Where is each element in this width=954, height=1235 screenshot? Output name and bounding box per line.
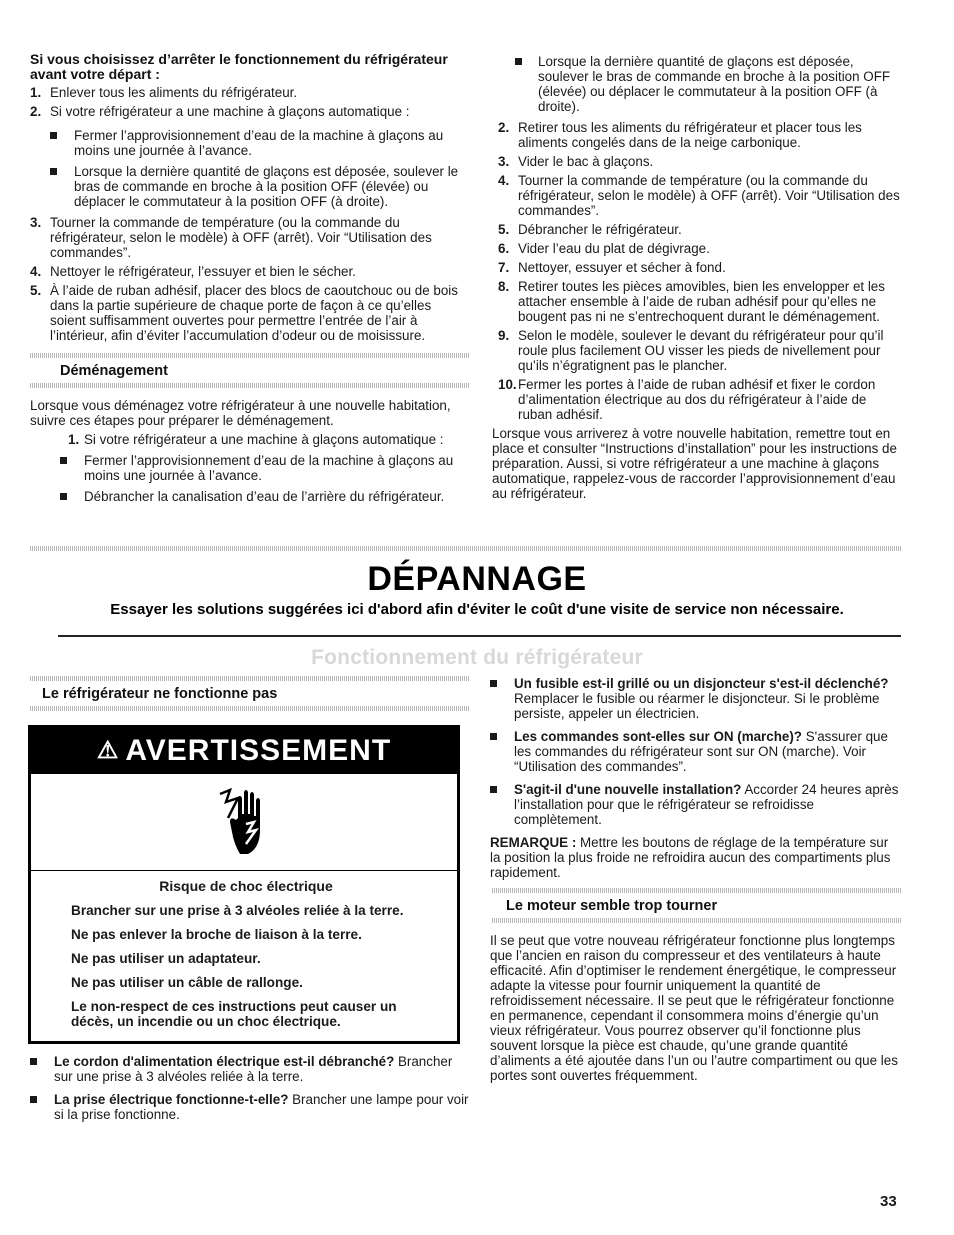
page-title: DÉPANNAGE (367, 560, 587, 598)
list-item: 4. Tourner la commande de température (ou la commande du réfrigérateur, selon le modèle) à OFF (arrêt). Voir “Utilisation des commandes”. (498, 173, 900, 218)
list-item: Un fusible est-il grillé ou un disjoncteur s'est-il déclenché? Remplacer le fusible ou réarmer le disjoncteur. Si le problème persiste, appeler un électricien. (490, 676, 902, 721)
warning-line: Ne pas enlever la broche de liaison à la terre. (71, 927, 362, 942)
hatch-divider (30, 706, 470, 711)
moving-subhead (30, 353, 470, 388)
list-item: Le cordon d'alimentation électrique est-il débranché? Brancher sur une prise à 3 alvéoles reliée à la terre. (30, 1054, 470, 1084)
list-item: 1. Si votre réfrigérateur a une machine à glaçons automatique : (68, 432, 444, 447)
warning-line: Ne pas utiliser un adaptateur. (71, 951, 261, 966)
list-item: Les commandes sont-elles sur ON (marche)? S'assurer que les commandes du réfrigérateur sont sur ON (marche). Voir “Utilisation des commandes”. (490, 729, 902, 774)
square-bullet-icon (490, 733, 497, 740)
list-item: 1. Enlever tous les aliments du réfrigérateur. (30, 85, 298, 100)
moving-steps (68, 432, 470, 447)
list-item: 8. Retirer toutes les pièces amovibles, bien les envelopper et les attacher ensemble à l’aide de ruban adhésif pour qu’elles ne bougent pas ni ne s’entrechoquent durant le déménagement. (498, 279, 885, 324)
left-top-column (30, 52, 470, 510)
list-item: 2. Retirer tous les aliments du réfrigérateur et placer tous les aliments congelés dans de la neige carbonique. (498, 120, 862, 150)
motor-title: Le moteur semble trop tourner (506, 898, 718, 914)
arrival-paragraph: Lorsque vous arriverez à votre nouvelle habitation, remettre tout en place et consulter “Instructions d’installation” pour les instructions de préparation. Aussi, si votre réfrigérateur a une machine à glaçons automatique, rappelez-vous de raccorder l’approvisionnement d’eau au réfrigérateur. (492, 426, 897, 501)
not-running-bullets (30, 1054, 470, 1122)
not-running-title: Le réfrigérateur ne fonctionne pas (42, 686, 278, 702)
list-item: S'agit-il d'une nouvelle installation? Accorder 24 heures après l’installation pour que le réfrigérateur se refroidisse complètement. (490, 782, 902, 827)
warning-line: Le non-respect de ces instructions peut causer un décès, un incendie ou un choc électrique. (71, 999, 397, 1029)
list-item: 10. Fermer les portes à l’aide de ruban adhésif et fixer le cordon d’alimentation électrique au dos du réfrigérateur à l’aide de ruban adhésif. (498, 377, 876, 422)
icemaker-bullets (50, 128, 470, 209)
list-item: Lorsque la dernière quantité de glaçons est déposée, soulever le bras de commande en broche à la position OFF (élevée) ou déplacer le commutateur à la position OFF (à droite). (512, 54, 902, 114)
list-item: Fermer l’approvisionnement d’eau de la machine à glaçons au moins une journée à l’avance. (50, 453, 470, 483)
list-item: 5. Débrancher le réfrigérateur. (498, 222, 682, 237)
moving-title: Déménagement (60, 363, 168, 379)
square-bullet-icon (60, 457, 67, 464)
note-paragraph: REMARQUE : Mettre les boutons de réglage de la température sur la position la plus froide ne refroidira aucun des compartiments plus rapidement. (490, 835, 891, 880)
hatch-divider (492, 918, 902, 923)
title-rule (58, 635, 901, 637)
not-running-subhead (30, 676, 470, 711)
square-bullet-icon (490, 680, 497, 687)
square-bullet-icon (490, 786, 497, 793)
moving-steps-continued (498, 120, 902, 422)
list-item: Lorsque la dernière quantité de glaçons est déposée, soulever le bras de commande en broche à la position OFF (élevée) ou déplacer le commutateur à la position OFF (à droite). (50, 164, 470, 209)
electric-shock-hand-icon (216, 788, 276, 858)
troubleshoot-bullets (490, 676, 902, 827)
list-item: 2. Si votre réfrigérateur a une machine à glaçons automatique : Fermer l’approvisionnement d’eau de la machine à glaçons au moins une journée à l’avance. Lorsque la dernière quantité de glaçons est déposée, soulever le bras de commande en broche à la position OFF (élevée) ou déplacer le commutateur à la position OFF (à droite). (30, 104, 470, 209)
hatch-divider (30, 383, 470, 388)
square-bullet-icon (515, 58, 522, 65)
list-item: 3. Tourner la commande de température (ou la commande du réfrigérateur, selon le modèle) à OFF (arrêt). Voir “Utilisation des commandes”. (30, 215, 432, 260)
square-bullet-icon (50, 132, 57, 139)
right-top-column (492, 52, 902, 503)
list-item: 4. Nettoyer le réfrigérateur, l’essuyer et bien le sécher. (30, 264, 356, 279)
motor-subhead (492, 888, 902, 923)
list-item: 7. Nettoyer, essuyer et sécher à fond. (498, 260, 726, 275)
stop-operation-steps (30, 85, 470, 343)
list-item: La prise électrique fonctionne-t-elle? Brancher une lampe pour voir si la prise fonctionne. (30, 1092, 470, 1122)
moving-bullets (50, 453, 470, 504)
square-bullet-icon (50, 168, 57, 175)
list-item: 3. Vider le bac à glaçons. (498, 154, 654, 169)
square-bullet-icon (30, 1058, 37, 1065)
warning-header: ⚠ AVERTISSEMENT (31, 728, 457, 774)
left-bottom-column (30, 676, 470, 1128)
shock-icon-area (31, 774, 457, 870)
warning-line: Ne pas utiliser un câble de rallonge. (71, 975, 303, 990)
moving-intro: Lorsque vous déménagez votre réfrigérateur à une nouvelle habitation, suivre ces étapes pour préparer le déménagement. (30, 398, 451, 428)
warning-risk: Risque de choc électrique (159, 878, 333, 894)
warning-box (28, 725, 460, 1044)
stop-operation-heading: Si vous choisissez d’arrêter le fonctionnement du réfrigérateur avant votre départ : (30, 51, 448, 82)
warning-line: Brancher sur une prise à 3 alvéoles reliée à la terre. (71, 903, 404, 918)
hatch-divider (30, 546, 901, 551)
list-item: 6. Vider l’eau du plat de dégivrage. (498, 241, 710, 256)
list-item: Débrancher la canalisation d’eau de l’arrière du réfrigérateur. (50, 489, 470, 504)
list-item: 5. À l’aide de ruban adhésif, placer des blocs de caoutchouc ou de bois dans la partie supérieure de chaque porte de façon à ce qu’elles soient suffisamment ouvertes pour permettre l’entrée de l’air à l’intérieur, afin d’éviter l’accumulation d’odeur ou de moisissure. (30, 283, 458, 343)
list-item: Fermer l’approvisionnement d’eau de la machine à glaçons au moins une journée à l’avance. (50, 128, 470, 158)
motor-paragraph: Il se peut que votre nouveau réfrigérateur fonctionne plus longtemps que l’ancien en raison du compresseur et des ventilateurs à haute efficacité. Afin d’optimiser le rendement énergétique, le compresseur adapte la vitesse pour fournir uniquement la quantité de refroidissement nécessaire. Il se peut que le réfrigérateur fonctionne en permanence, cependant il consommera moins d’énergie qu’un vieux réfrigérateur. Vous pourrez observer qu’il fonctionne plus souvent lorsque la pièce est chaude, qu’une grande quantité d’aliments a été ajoutée dans l’un ou l’autre compartiment ou que les portes sont ouvertes fréquemment. (490, 933, 898, 1083)
warning-triangle-icon: ⚠ (96, 737, 120, 764)
warning-content (31, 870, 457, 1041)
right-bottom-column (490, 676, 902, 1085)
section-title: Fonctionnement du réfrigérateur (311, 646, 643, 669)
icemaker-bullet (512, 54, 902, 114)
page-number: 33 (880, 1193, 897, 1210)
page-subtitle: Essayer les solutions suggérées ici d'abord afin d'éviter le coût d'une visite de service non nécessaire. (110, 601, 844, 618)
square-bullet-icon (30, 1096, 37, 1103)
square-bullet-icon (60, 493, 67, 500)
list-item: 9. Selon le modèle, soulever le devant du réfrigérateur pour qu’il roule plus facilement OU visser les pieds de nivellement pour qu’ils n’égratignent pas le plancher. (498, 328, 884, 373)
